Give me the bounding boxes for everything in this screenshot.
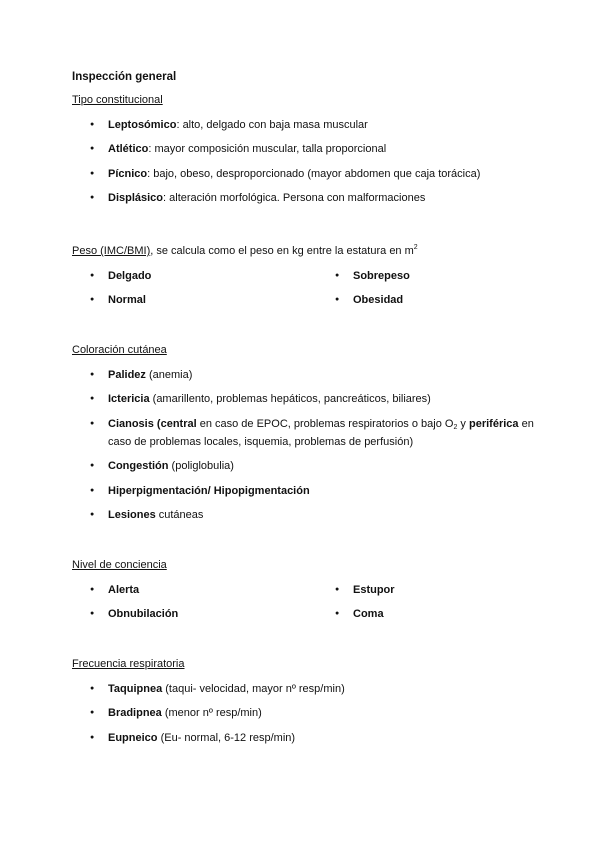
list-item xyxy=(72,459,542,473)
section-frecuencia xyxy=(72,657,542,745)
list-item xyxy=(72,392,542,406)
section-peso xyxy=(72,241,542,307)
section-conciencia xyxy=(72,558,542,621)
list-item xyxy=(72,706,542,720)
exponent: 2 xyxy=(413,244,418,251)
term: Cianosis ( xyxy=(108,417,161,430)
peso-list xyxy=(72,258,542,307)
tipo-list xyxy=(72,118,542,206)
term: Coma xyxy=(353,608,384,620)
term: Leptosómico xyxy=(108,118,177,131)
term: Congestión xyxy=(108,460,169,472)
section-heading-coloracion: Coloración cutánea xyxy=(72,344,167,356)
term: Eupneico xyxy=(108,731,158,744)
term: Sobrepeso xyxy=(353,269,410,282)
description: : alto, delgado con baja masa muscular xyxy=(176,118,368,131)
list-item xyxy=(72,269,317,283)
term: Pícnico xyxy=(108,167,148,180)
list-item xyxy=(72,682,542,696)
term: Normal xyxy=(108,294,146,306)
list-item xyxy=(317,583,517,597)
section-coloracion xyxy=(72,343,542,522)
frecuencia-list xyxy=(72,682,542,745)
description: (anemia) xyxy=(145,368,193,381)
term: Atlético xyxy=(108,143,149,155)
term: Palidez xyxy=(108,368,146,381)
list-item xyxy=(72,731,542,745)
term: Obnubilación xyxy=(108,608,179,620)
description: en caso de problemas locales, isquemia, problemas de perfusión) xyxy=(108,417,534,448)
list-item xyxy=(72,607,317,621)
list-item xyxy=(72,417,542,449)
description: (amarillento, problemas hepáticos, pancreáticos, biliares) xyxy=(149,393,431,405)
description: : alteración morfológica. Persona con malformaciones xyxy=(163,192,426,204)
term-periferica: periférica xyxy=(468,417,519,430)
list-item xyxy=(72,508,542,522)
term: Estupor xyxy=(353,583,395,596)
list-item xyxy=(317,269,517,283)
term: Displásico xyxy=(108,192,164,204)
list-item xyxy=(72,142,542,156)
description: (menor nº resp/min) xyxy=(161,707,262,719)
section-heading-frecuencia: Frecuencia respiratoria xyxy=(72,658,185,670)
description: (poliglobulia) xyxy=(168,460,234,472)
description: en caso de EPOC, problemas respiratorios o bajo O xyxy=(196,417,454,430)
term: Lesiones xyxy=(108,509,156,521)
section-heading-tipo: Tipo constitucional xyxy=(72,94,163,106)
section-heading-peso: Peso (IMC/BMI) xyxy=(72,245,151,257)
list-item xyxy=(72,293,317,307)
page-title: Inspección general xyxy=(72,71,177,83)
description: : mayor composición muscular, talla proporcional xyxy=(148,143,387,155)
term: Hiperpigmentación/ Hipopigmentación xyxy=(108,484,310,497)
section-heading-conciencia: Nivel de conciencia xyxy=(72,559,167,571)
list-item xyxy=(317,293,517,307)
term: Delgado xyxy=(108,269,152,282)
conciencia-list xyxy=(72,572,542,621)
term: Ictericia xyxy=(108,393,150,405)
term: Bradipnea xyxy=(108,707,162,719)
list-item xyxy=(72,191,542,205)
description: y xyxy=(457,417,469,430)
description: (Eu- normal, 6-12 resp/min) xyxy=(157,731,296,744)
list-item xyxy=(72,368,542,382)
description: : bajo, obeso, desproporcionado (mayor abdomen que caja torácica) xyxy=(147,167,481,180)
description: (taqui- velocidad, mayor nº resp/min) xyxy=(162,682,345,695)
list-item xyxy=(72,167,542,181)
peso-line xyxy=(72,241,542,258)
list-item xyxy=(72,484,542,498)
document-page xyxy=(72,70,542,770)
term: Alerta xyxy=(108,583,140,596)
term: Taquipnea xyxy=(108,682,163,695)
term: Obesidad xyxy=(353,294,404,306)
term-central: central xyxy=(160,417,197,430)
list-item xyxy=(72,583,317,597)
coloracion-list xyxy=(72,368,542,523)
peso-description: , se calcula como el peso en kg entre la estatura en m xyxy=(150,245,414,257)
list-item xyxy=(317,607,517,621)
list-item xyxy=(72,118,542,132)
description: cutáneas xyxy=(155,509,204,521)
section-tipo-constitucional xyxy=(72,93,542,205)
subscript: 2 xyxy=(453,423,458,431)
